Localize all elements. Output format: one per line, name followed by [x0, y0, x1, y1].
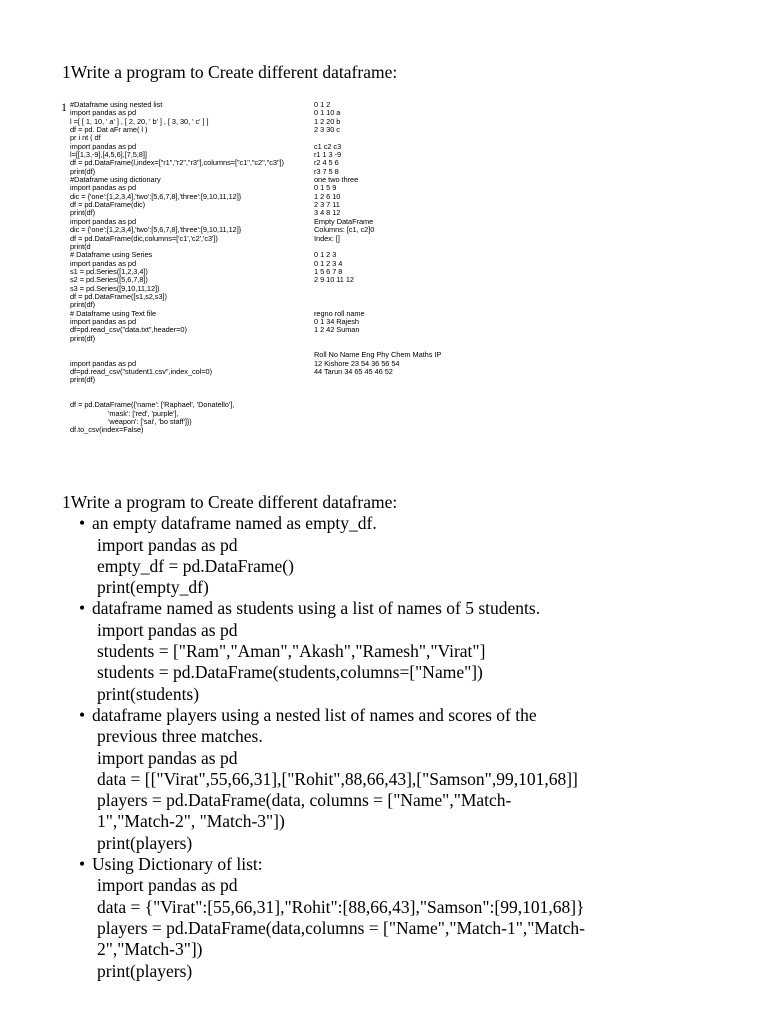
code-line: dic = {'one':[1,2,3,4],'two':[5,6,7,8],'three':[9,10,11,12]}	[70, 191, 242, 201]
exercise-item	[62, 705, 752, 726]
output-line: 3 4 8 12	[314, 208, 341, 218]
output-line	[314, 293, 441, 301]
code-line: s1 = pd.Series([1,2,3,4])	[70, 266, 148, 276]
code-line: import pandas as pd	[97, 747, 238, 768]
code-line: import pandas as pd	[97, 534, 238, 555]
exercise-text: an empty dataframe named as empty_df.	[92, 513, 377, 534]
code-line: #Dataframe using nested list	[70, 100, 163, 109]
exercise-item	[62, 598, 752, 619]
code-line: import pandas as pd	[70, 216, 137, 226]
code-line: import pandas as pd	[70, 141, 137, 151]
bullet-icon: •	[79, 704, 86, 725]
code-block	[62, 726, 752, 854]
exercise-item	[62, 513, 752, 534]
code-line: df = pd. Dat aFr ame( l )	[70, 125, 148, 135]
exercise-text: dataframe named as students using a list of names of 5 students.	[92, 598, 541, 619]
code-line: 'weapon': ['sai', 'bo staff']})	[70, 417, 192, 427]
code-line: df = pd.DataFrame(dic,columns=['c1','c2','c3'])	[70, 233, 218, 243]
output-line: 12 Kishore 23 54 36 56 54	[314, 358, 400, 368]
code-line: import pandas as pd	[70, 358, 137, 368]
code-line: empty_df = pd.DataFrame()	[97, 555, 294, 576]
code-block	[62, 620, 752, 705]
code-line: import pandas as pd	[70, 108, 137, 118]
code-line: 2","Match-3"])	[97, 939, 203, 960]
exercise-item	[62, 854, 752, 875]
code-line: l=[[1,3,-9],[4,5,6],[7,5,8]]	[70, 150, 147, 160]
output-line: c1 c2 c3	[314, 141, 342, 151]
code-line: dic = {'one':[1,2,3,4],'two':[5,6,7,8],'three':[9,10,11,12]}	[70, 225, 242, 235]
code-line: print(df)	[70, 333, 96, 343]
output-line: 0 1 5 9	[314, 183, 337, 193]
code-line: df = pd.DataFrame(l,index=["r1","r2","r3"],columns=["c1","c2","c3"])	[70, 158, 284, 168]
output-sample-column	[314, 101, 441, 376]
code-line	[70, 343, 284, 351]
code-line: 1","Match-2", "Match-3"])	[97, 811, 285, 832]
code-line: data = [["Virat",55,66,31],["Rohit",88,66,43],["Samson",99,101,68]]	[97, 768, 578, 789]
code-line: import pandas as pd	[97, 619, 238, 640]
code-line: # Dataframe using Text file	[70, 308, 157, 318]
section-title: 1Write a program to Create different dataframe:	[62, 492, 398, 512]
output-line: Index: []	[314, 233, 340, 243]
output-line: 0 1 34 Rajesh	[314, 316, 359, 326]
output-line: 0 1 2	[314, 100, 331, 109]
code-block	[62, 875, 752, 981]
output-line: 1 2 6 10	[314, 191, 341, 201]
code-line: 'mask': ['red', 'purple'],	[70, 408, 179, 418]
output-line: 1 2 20 b	[314, 116, 341, 126]
bullet-icon: •	[79, 598, 86, 619]
output-line: one two three	[314, 175, 359, 185]
code-line: df=pd.read_csv("data.txt",header=0)	[70, 325, 187, 335]
output-line: 0 1 2 3 4	[314, 258, 343, 268]
code-line: import pandas as pd	[70, 258, 137, 268]
code-line: print(d	[70, 241, 91, 251]
bullet-icon: •	[79, 854, 86, 875]
output-line: 0 1 2 3	[314, 250, 337, 260]
output-line: 2 3 30 c	[314, 125, 340, 135]
output-line: r1 1 3 -9	[314, 150, 342, 160]
output-line: Columns: [c1, c2]0	[314, 225, 375, 235]
code-sample-column	[70, 101, 284, 435]
output-line	[314, 335, 441, 343]
code-line: import pandas as pd	[97, 875, 238, 896]
code-line: #Dataframe using dictionary	[70, 175, 161, 185]
code-line: data = {"Virat":[55,66,31],"Rohit":[88,66,43],"Samson":[99,101,68]}	[97, 896, 585, 917]
output-line: 2 9 10 11 12	[314, 275, 354, 285]
output-line: 2 3 7 11	[314, 200, 340, 210]
output-line	[314, 285, 441, 293]
exercise-text: Using Dictionary of list:	[92, 854, 263, 875]
code-line: df = pd.DataFrame(dic)	[70, 200, 146, 210]
code-line: import pandas as pd	[70, 316, 137, 326]
code-line: import pandas as pd	[70, 183, 137, 193]
output-line: 0 1 10 a	[314, 108, 341, 118]
code-line: pr i nt ( df	[70, 133, 101, 143]
output-line: Roll No Name Eng Phy Chem Maths IP	[314, 350, 442, 360]
code-line: print(players)	[97, 832, 193, 853]
code-line: players = pd.DataFrame(data, columns = ["Name","Match-	[97, 790, 512, 811]
code-line: s3 = pd.Series([9,10,11,12])	[70, 283, 160, 293]
output-line: 1 5 6 7 8	[314, 266, 343, 276]
code-line	[70, 385, 284, 393]
code-line: df.to_csv(index=False)	[70, 425, 144, 435]
code-block	[62, 535, 752, 599]
code-line: # Dataframe using Series	[70, 250, 153, 260]
bullet-icon: •	[79, 513, 86, 534]
code-line: df=pd.read_csv("student1.csv",index_col=0)	[70, 367, 213, 376]
exercise-section	[62, 492, 752, 982]
output-line: r3 7 5 8	[314, 166, 339, 176]
output-line: 1 2 42 Suman	[314, 325, 360, 335]
output-line: r2 4 5 6	[314, 158, 339, 168]
code-line: print(players)	[97, 960, 193, 981]
code-line: students = pd.DataFrame(students,columns=["Name"])	[97, 662, 483, 683]
code-line: print(df)	[70, 375, 96, 385]
code-line: df = pd.DataFrame({'name': ['Raphael', 'Donatello'],	[70, 400, 235, 410]
code-line: l =[ [ 1, 10, ' a' ] , [ 2, 20, ' b' ] , [ 3, 30, ' c' ] ]	[70, 116, 209, 126]
exercise-text: dataframe players using a nested list of names and scores of the	[92, 704, 537, 725]
code-line: players = pd.DataFrame(data,columns = ["Name","Match-1","Match-	[97, 917, 585, 938]
section-number: 1	[61, 100, 67, 114]
output-line: regno roll name	[314, 308, 365, 318]
code-line: print(students)	[97, 683, 200, 704]
exercise-text-continued: previous three matches.	[97, 726, 263, 747]
output-line: 44 Tarun 34 65 45 46 52	[314, 367, 393, 376]
code-line: s2 = pd.Series([5,6,7,8])	[70, 275, 148, 285]
page-heading: 1Write a program to Create different dataframe:	[62, 62, 398, 82]
code-line: print(df)	[70, 300, 96, 310]
code-line: students = ["Ram","Aman","Akash","Ramesh","Virat"]	[97, 641, 486, 662]
code-line: print(df)	[70, 208, 96, 218]
code-line: print(df)	[70, 166, 96, 176]
code-line: print(empty_df)	[97, 577, 209, 598]
code-line: df = pd.DataFrame([s1,s2,s3])	[70, 291, 167, 301]
output-line: Empty DataFrame	[314, 216, 374, 226]
